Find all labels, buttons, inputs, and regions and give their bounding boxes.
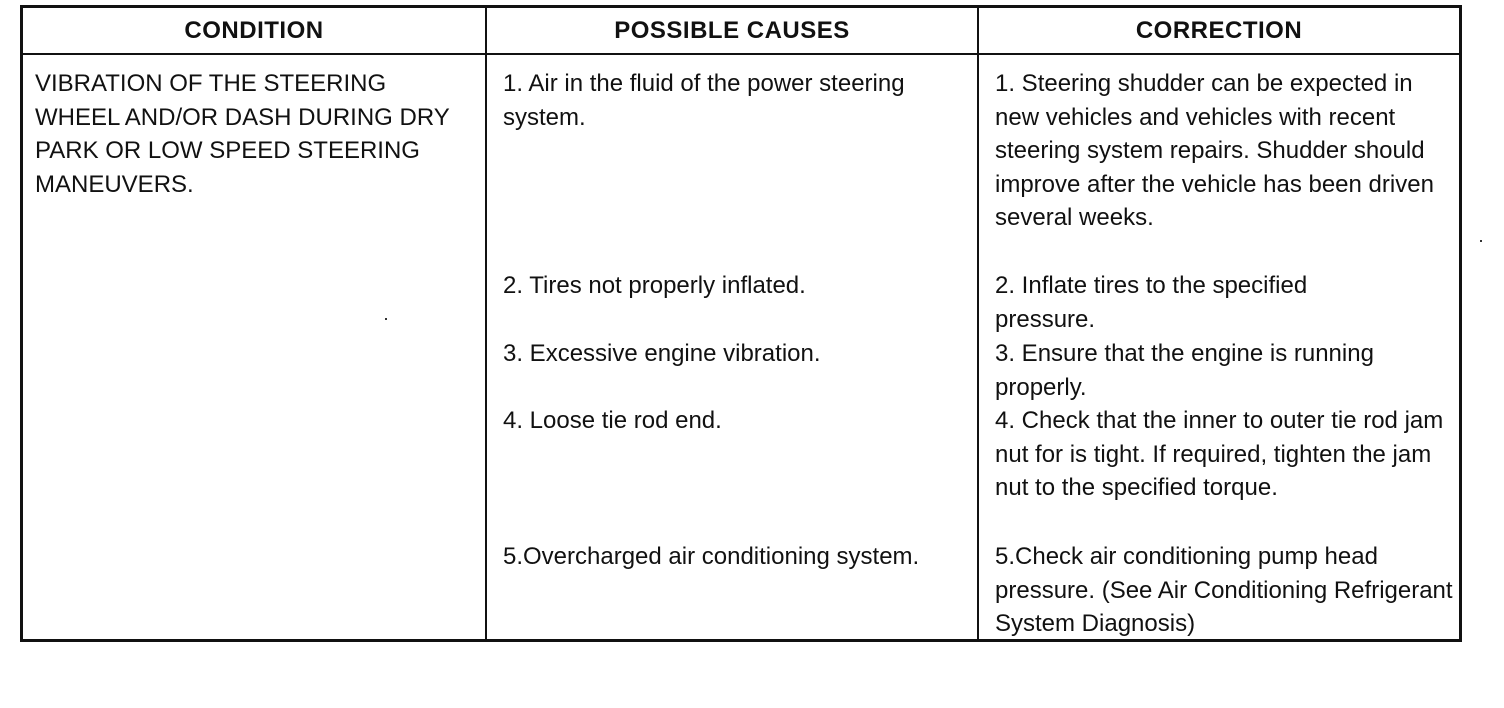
header-divider bbox=[23, 53, 1459, 55]
condition-text: VIBRATION OF THE STEERING WHEEL AND/OR DASH DURING DRY PARK OR LOW SPEED STEERING MANEUVERS. bbox=[35, 70, 450, 198]
correction-5: 5.Check air conditioning pump head pressure. (See Air Conditioning Refrigerant System Diagnosis) bbox=[995, 543, 1453, 637]
header-condition: CONDITION bbox=[184, 17, 324, 44]
correction-2: 2. Inflate tires to the specified pressure. bbox=[995, 272, 1308, 333]
scan-speck bbox=[385, 318, 387, 320]
cause-5: 5.Overcharged air conditioning system. bbox=[503, 543, 920, 570]
diagnosis-table bbox=[20, 5, 1462, 642]
cause-4: 4. Loose tie rod end. bbox=[503, 407, 722, 434]
cause-3: 3. Excessive engine vibration. bbox=[503, 340, 821, 367]
header-possible-causes: POSSIBLE CAUSES bbox=[614, 17, 850, 44]
correction-1: 1. Steering shudder can be expected in new vehicles and vehicles with recent steering system repairs. Shudder should improve after the vehicle has been driven several weeks. bbox=[995, 70, 1434, 231]
correction-3: 3. Ensure that the engine is running properly. bbox=[995, 340, 1374, 401]
cause-2: 2. Tires not properly inflated. bbox=[503, 272, 806, 299]
header-correction: CORRECTION bbox=[1135, 17, 1303, 44]
column-divider bbox=[485, 8, 487, 639]
scan-speck bbox=[1480, 240, 1482, 242]
correction-4: 4. Check that the inner to outer tie rod jam nut for is tight. If required, tighten the jam nut to the specified torque. bbox=[995, 407, 1444, 501]
column-divider bbox=[977, 8, 979, 639]
cause-1: 1. Air in the fluid of the power steering system. bbox=[503, 70, 905, 131]
